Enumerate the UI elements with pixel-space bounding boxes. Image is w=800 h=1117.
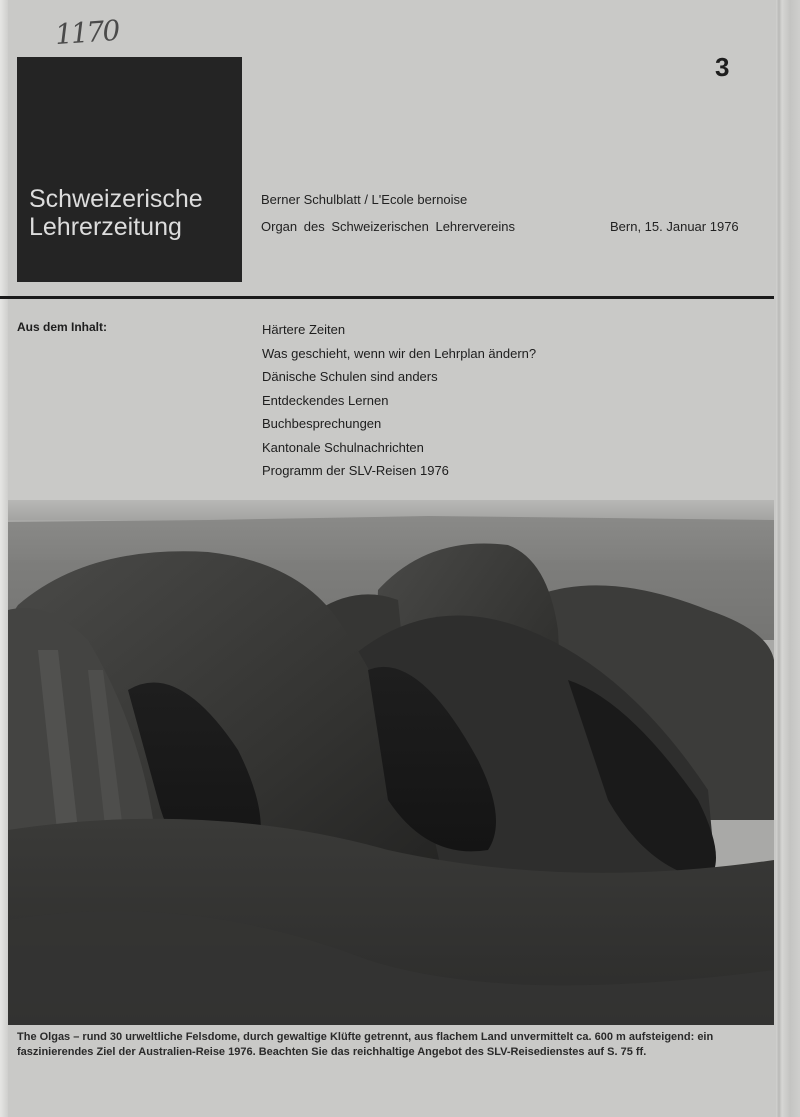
- subtitle-supplement: Berner Schulblatt / L'Ecole bernoise: [261, 192, 468, 207]
- contents-item: Was geschieht, wenn wir den Lehrplan ändern?: [262, 345, 537, 361]
- page-edge-left: [0, 0, 8, 1117]
- contents-item: Dänische Schulen sind anders: [262, 369, 438, 384]
- subtitle-organ: Organ des Schweizerischen Lehrervereins: [261, 219, 515, 234]
- publication-date: Bern, 15. Januar 1976: [610, 219, 739, 234]
- masthead-title-block: [17, 57, 242, 282]
- contents-label: Aus dem Inhalt:: [17, 320, 108, 334]
- photo-caption: The Olgas – rund 30 urweltliche Felsdome, durch gewaltige Klüfte getrennt, aus flachem Land unvermittelt ca. 600 m aufsteigend: ein faszinierendes Ziel der Australien-Reise 1976. Beachten Sie das reichhaltige Angebot des SLV-Reisedienstes auf S. 75 ff.: [17, 1031, 714, 1058]
- contents-item: Buchbesprechungen: [262, 416, 382, 431]
- issue-number: 3: [715, 52, 730, 82]
- cover-photo: [8, 500, 774, 1025]
- title-line-1: Schweizerische: [29, 185, 203, 213]
- contents-item: Programm der SLV-Reisen 1976: [262, 463, 449, 478]
- masthead-title: [29, 185, 203, 241]
- contents-item: Härtere Zeiten: [262, 322, 346, 337]
- title-line-2: Lehrerzeitung: [29, 213, 182, 241]
- handwritten-note: 1170: [53, 13, 120, 52]
- rock-domes-illustration: [8, 500, 774, 1025]
- contents-list: [262, 322, 536, 487]
- contents-item: Entdeckendes Lernen: [262, 392, 389, 408]
- masthead-divider: [0, 296, 774, 299]
- page-edge-right: [776, 0, 800, 1117]
- contents-item: Kantonale Schulnachrichten: [262, 439, 424, 455]
